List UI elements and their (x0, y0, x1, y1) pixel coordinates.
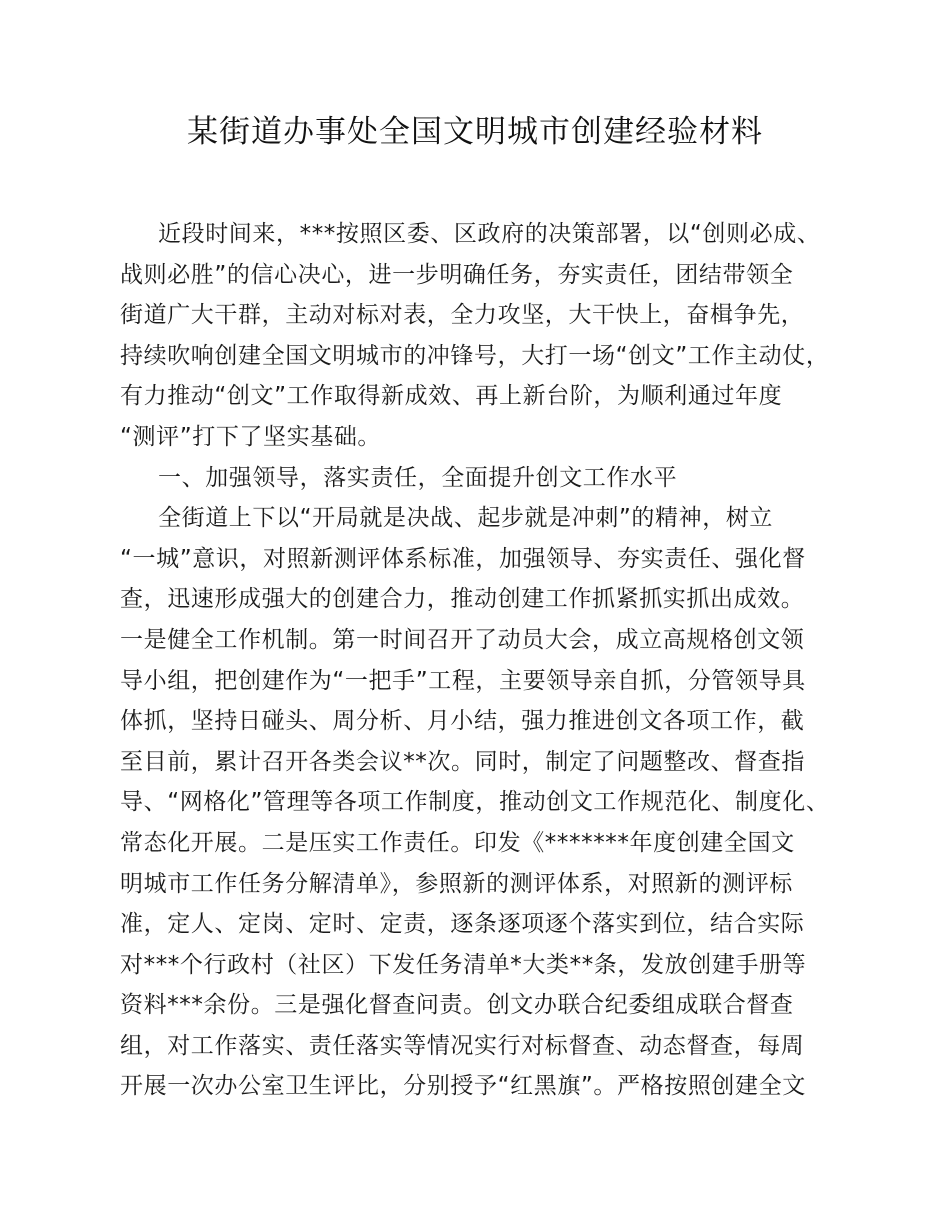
paragraph-line: 对***个行政村（社区）下发任务清单*大类**条，发放创建手册等 (120, 951, 807, 978)
section-heading: 一、加强领导，落实责任，全面提升创文工作水平 (158, 464, 678, 491)
paragraph-line: 组，对工作落实、责任落实等情况实行对标督查、动态督查，每周 (120, 1032, 805, 1059)
paragraph-line: 体抓，坚持日碰头、周分析、月小结，强力推进创文各项工作，截 (120, 708, 805, 735)
paragraph-line: 常态化开展。二是压实工作责任。印发《*******年度创建全国文 (120, 829, 795, 856)
paragraph-line: 全街道上下以“开局就是决战、起步就是冲刺”的精神，树立 (158, 505, 774, 532)
document-body (120, 214, 865, 1107)
paragraph-line: 开展一次办公室卫生评比，分别授予“红黑旗”。严格按照创建全文 (120, 1073, 806, 1100)
paragraph-line: 街道广大干群，主动对标对表，全力攻坚，大干快上，奋楫争先， (120, 302, 805, 329)
paragraph-line: 查，迅速形成强大的创建合力，推动创建工作抓紧抓实抓出成效。 (120, 586, 805, 613)
paragraph-line: 导小组，把创建作为“一把手”工程，主要领导亲自抓，分管领导具 (120, 667, 806, 694)
paragraph-line: 一是健全工作机制。第一时间召开了动员大会，成立高规格创文领 (120, 626, 805, 653)
paragraph-line: 至目前，累计召开各类会议**次。同时，制定了问题整改、督查指 (120, 748, 805, 775)
paragraph-line: “一城”意识，对照新测评体系标准，加强领导、夯实责任、强化督 (120, 545, 806, 572)
paragraph-line: 有力推动“创文”工作取得新成效、再上新台阶，为顺利通过年度 (120, 383, 783, 410)
paragraph-line: 战则必胜”的信心决心，进一步明确任务，夯实责任，团结带领全 (120, 261, 794, 288)
paragraph-line: 明城市工作任务分解清单》，参照新的测评体系，对照新的测评标 (120, 870, 793, 897)
paragraph-line: 持续吹响创建全国文明城市的冲锋号，大打一场“创文”工作主动仗， (120, 342, 830, 369)
paragraph-line: 导、“网格化”管理等各项工作制度，推动创文工作规范化、制度化、 (120, 789, 830, 816)
paragraph-line: 准，定人、定岗、定时、定责，逐条逐项逐个落实到位，结合实际 (120, 911, 805, 938)
paragraph-line: 资料***余份。三是强化督查问责。创文办联合纪委组成联合督查 (120, 992, 794, 1019)
paragraph-line: 近段时间来，***按照区委、区政府的决策部署，以“创则必成、 (158, 221, 821, 247)
document-title: 某街道办事处全国文明城市创建经验材料 (187, 114, 763, 150)
paragraph-line: “测评”打下了坚实基础。 (120, 423, 382, 450)
